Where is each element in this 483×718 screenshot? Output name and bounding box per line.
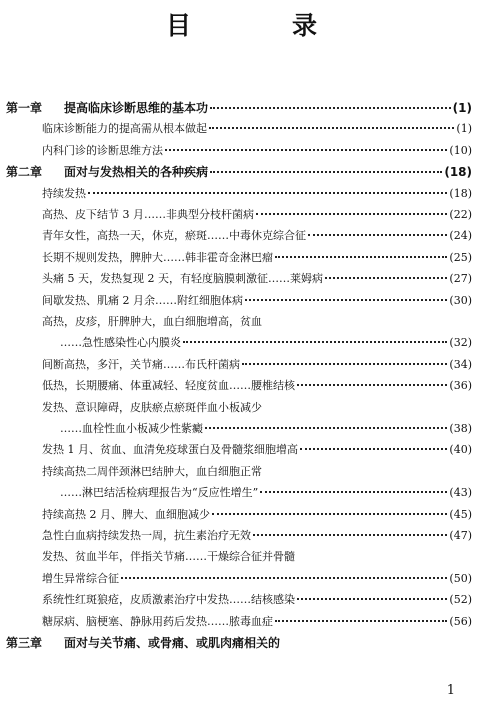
page-reference: (40): [449, 443, 472, 457]
page-reference: (38): [449, 422, 472, 435]
entry-title: 低热，长期腰痛、体重减轻、轻度贫血……腰椎结核: [42, 379, 295, 393]
toc-entry-continuation: [60, 483, 472, 503]
page-reference: (22): [449, 208, 472, 221]
entry-title: 发热、意识障碍，皮肤瘀点瘀斑伴血小板减少: [42, 400, 262, 414]
dot-leader: [325, 276, 447, 279]
entry-title: 内科门诊的诊断思维方法: [42, 143, 163, 157]
page-reference: (56): [449, 614, 472, 628]
entry-title: 间断高热，多汗，关节痛……布氏杆菌病: [42, 357, 240, 371]
chapter-number: 第一章: [6, 101, 43, 115]
entry-title: 间歇发热、肌痛 2 月余……附红细胞体病: [42, 293, 243, 307]
dot-leader: [210, 170, 442, 173]
toc-entry-row: [42, 205, 472, 225]
dot-leader: [300, 447, 447, 450]
toc-entry-row: [42, 505, 472, 525]
toc-entry-row: [42, 462, 262, 482]
entry-title: 持续高热 2 月、脾大、血细胞减少: [42, 507, 210, 521]
entry-title: 头痛 5 天，发热复现 2 天，有轻度脑膜刺激征……莱姆病: [42, 272, 323, 286]
toc-entry-row: [42, 312, 262, 332]
toc-entry-continuation: [60, 333, 472, 353]
dot-leader: [275, 255, 447, 258]
entry-title: ……血栓性血小板减少性紫癜: [60, 422, 203, 435]
page-reference: (45): [449, 507, 472, 521]
dot-leader: [260, 490, 447, 493]
entry-title: 系统性红斑狼疮，皮质激素治疗中发热……结核感染: [42, 593, 295, 607]
dot-leader: [165, 148, 447, 151]
page-reference: (18): [449, 186, 472, 200]
page-reference: (1): [456, 122, 472, 136]
entry-title: ……淋巴结活检病理报告为“反应性增生”: [60, 486, 259, 500]
toc-entry-row: [42, 269, 472, 289]
entry-title: 发热 1 月、贫血、血清免疫球蛋白及骨髓浆细胞增高: [42, 443, 298, 457]
toc-entry-row: [42, 376, 472, 396]
entry-title: 高热、皮下结节 3 月……非典型分枝杆菌病: [42, 208, 254, 221]
dot-leader: [212, 512, 447, 515]
dot-leader: [297, 383, 447, 386]
entry-title: ……急性感染性心内膜炎: [60, 336, 181, 350]
page-reference: (50): [449, 571, 472, 585]
toc-entry-row: [42, 119, 472, 139]
toc-entry-row: [42, 398, 262, 418]
entry-title: 持续高热二周伴颈淋巴结肿大，血白细胞正常: [42, 464, 262, 478]
entry-title: 长期不规则发热，脾肿大……韩非霍奇金淋巴瘤: [42, 250, 273, 264]
toc-entry-row: [42, 526, 472, 546]
chapter-number: 第三章: [6, 636, 43, 650]
dot-leader: [256, 212, 447, 215]
toc-entry-row: [42, 141, 472, 161]
page-title: 目 录: [165, 11, 355, 40]
toc-entry-row: [42, 547, 295, 567]
toc-entry-row: [42, 612, 472, 632]
entry-title: 青年女性，高热一天，休克，瘀斑……中毒休克综合征: [42, 229, 306, 243]
page-reference: (27): [449, 272, 472, 286]
chapter-title: 面对与发热相关的各种疾病: [64, 165, 209, 180]
page-reference: (25): [449, 250, 472, 264]
dot-leader: [88, 191, 447, 194]
dot-leader: [209, 126, 454, 129]
toc-chapter-row: [6, 162, 472, 182]
page-number: 1: [446, 683, 455, 698]
dot-leader: [183, 340, 447, 343]
toc-entry-row: [42, 184, 472, 204]
dot-leader: [308, 233, 447, 236]
entry-title: 发热、贫血半年，伴指关节痛……干燥综合征并骨髓: [42, 550, 295, 564]
entry-title: 持续发热: [42, 186, 86, 200]
page-reference: (18): [444, 165, 472, 180]
page-reference: (52): [449, 593, 472, 607]
dot-leader: [242, 362, 447, 365]
page-reference: (32): [449, 336, 472, 350]
toc-entry-row: [42, 226, 472, 246]
toc-entry-row: [42, 248, 472, 268]
dot-leader: [253, 533, 447, 536]
page-reference: (43): [449, 486, 472, 500]
page-reference: (30): [449, 293, 472, 307]
page-reference: (47): [449, 529, 472, 542]
toc-entry-continuation: [42, 569, 472, 589]
page-reference: (24): [449, 229, 472, 243]
entry-title: 临床诊断能力的提高需从根本做起: [42, 122, 207, 136]
entry-title: 增生异常综合征: [42, 571, 119, 585]
toc-entry-row: [42, 590, 472, 610]
entry-title: 高热，皮疹，肝脾肿大，血白细胞增高，贫血: [42, 315, 262, 328]
page-reference: (36): [449, 379, 472, 393]
page-reference: (1): [452, 101, 472, 115]
toc-entry-continuation: [60, 419, 472, 439]
entry-title: 糖尿病、脑梗塞、静脉用药后发热……脓毒血症: [42, 614, 273, 628]
dot-leader: [205, 426, 447, 429]
toc-entry-row: [42, 355, 472, 375]
dot-leader: [275, 619, 447, 622]
chapter-number: 第二章: [6, 165, 43, 180]
dot-leader: [210, 106, 451, 109]
toc-entry-row: [42, 291, 472, 311]
toc-chapter-row: [6, 633, 280, 653]
page-reference: (34): [449, 357, 472, 371]
dot-leader: [121, 576, 447, 579]
chapter-title: 面对与关节痛、或骨痛、或肌肉痛相关的: [64, 636, 281, 650]
page-reference: (10): [449, 143, 472, 157]
toc-entry-row: [42, 440, 472, 460]
dot-leader: [297, 597, 447, 600]
toc-chapter-row: [6, 98, 472, 118]
chapter-title: 提高临床诊断思维的基本功: [64, 101, 209, 115]
dot-leader: [245, 298, 447, 301]
entry-title: 急性白血病持续发热一周，抗生素治疗无效: [42, 529, 251, 542]
